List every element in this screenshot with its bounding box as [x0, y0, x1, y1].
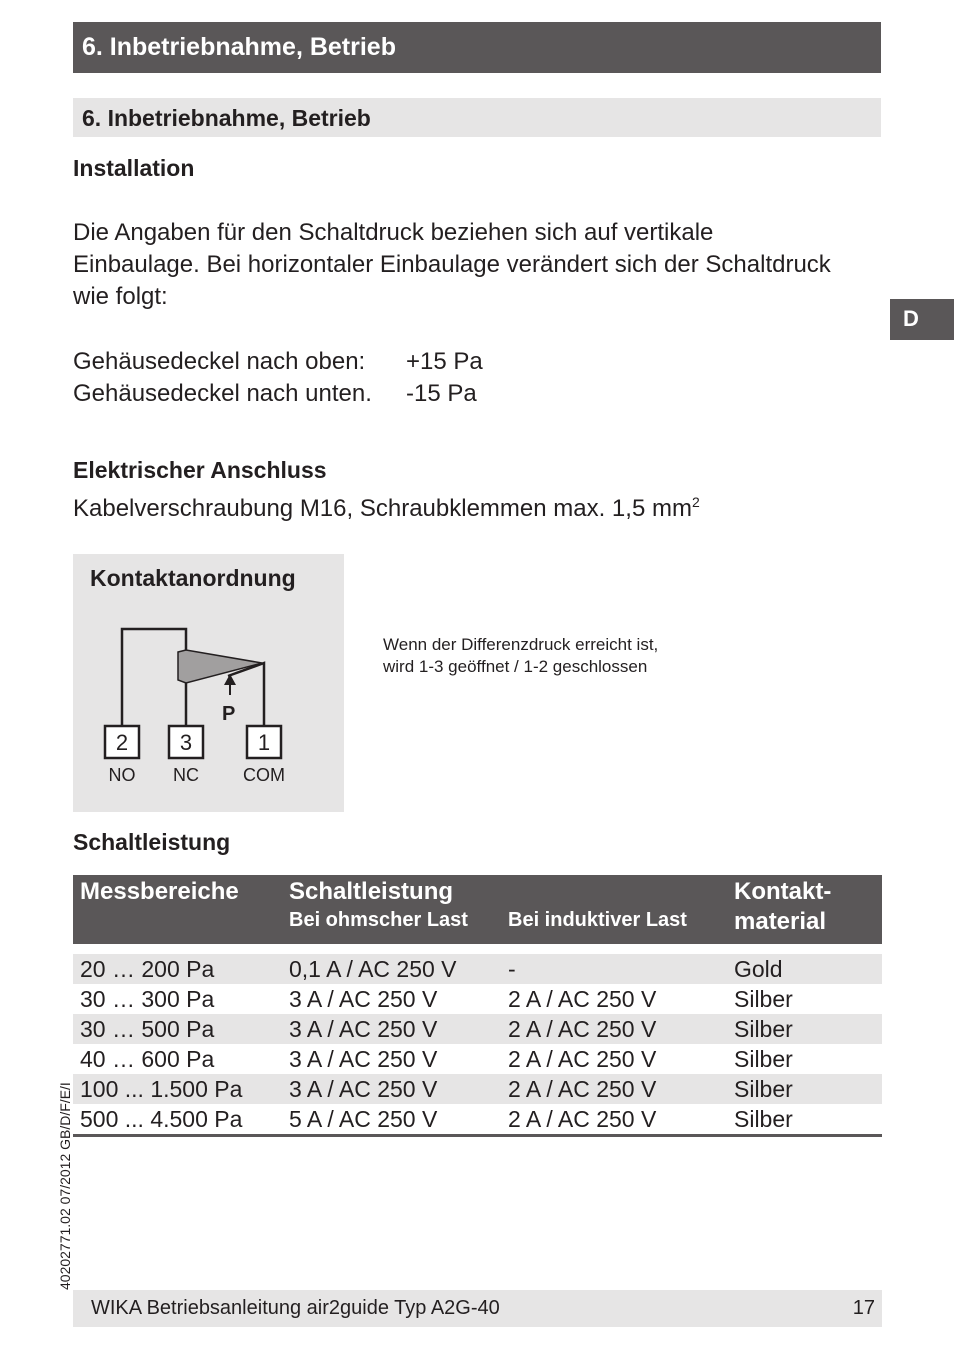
electrical-heading: Elektrischer Anschluss: [73, 457, 327, 483]
contact-note-line: wird 1-3 geöffnet / 1-2 geschlossen: [383, 657, 648, 676]
cell-ohmic: 5 A / AC 250 V: [282, 1104, 501, 1136]
cell-material: Silber: [727, 1104, 882, 1136]
cell-material: Silber: [727, 1014, 882, 1044]
terminal-label: NC: [173, 765, 199, 785]
pressure-label: P: [222, 703, 236, 725]
page-number: 17: [852, 1297, 875, 1319]
language-tab: [890, 299, 954, 340]
column-header-material: Kontakt- material: [727, 875, 882, 944]
mounting-position-label: Gehäusedeckel nach oben:: [73, 348, 366, 375]
cell-ohmic: 3 A / AC 250 V: [282, 1074, 501, 1104]
mounting-position-value: +15 Pa: [406, 348, 483, 375]
installation-line: wie folgt:: [73, 283, 168, 310]
terminal-label: NO: [108, 765, 136, 785]
cell-inductive: 2 A / AC 250 V: [508, 1046, 657, 1072]
contact-arrangement-heading: Kontaktanordnung: [90, 565, 296, 591]
installation-text: [73, 217, 831, 313]
switching-capacity-table: [73, 875, 882, 1137]
contact-note: [383, 634, 658, 678]
installation-heading: Installation: [73, 155, 195, 181]
cell-inductive: -: [501, 954, 727, 984]
electrical-description: Kabelverschraubung M16, Schraubklemmen max. 1,5 mm: [73, 495, 692, 522]
contact-lever: [178, 650, 262, 683]
cell-range: 30 … 300 Pa: [80, 986, 215, 1012]
cell-range: 40 … 600 Pa: [80, 1046, 215, 1072]
mounting-position-value: -15 Pa: [406, 380, 477, 407]
table-header-row: [73, 875, 882, 944]
column-header-inductive: Bei induktiver Last: [508, 909, 687, 931]
chapter-header: [73, 22, 881, 73]
cell-material: Silber: [734, 986, 793, 1012]
cell-inductive: 2 A / AC 250 V: [501, 1104, 727, 1136]
cell-material: Gold: [727, 954, 882, 984]
pressure-arrow-icon: [224, 674, 236, 685]
terminal-number: 3: [179, 730, 193, 755]
table-row: [73, 1044, 882, 1074]
cell-material: Silber: [734, 1046, 793, 1072]
terminal-label: COM: [243, 765, 285, 785]
mounting-position-row: [73, 378, 483, 410]
column-header-ohmic: Bei ohmscher Last: [289, 909, 468, 931]
electrical-superscript: 2: [691, 494, 700, 510]
table-row: [73, 954, 882, 984]
mounting-positions: [73, 346, 483, 410]
wire-no: [122, 629, 186, 726]
column-header-power: Schaltleistung Bei ohmscher Last Bei induktiver Last: [282, 875, 727, 944]
cell-range: 20 … 200 Pa: [73, 954, 282, 984]
mounting-position-label: Gehäusedeckel nach unten.: [73, 380, 372, 407]
cell-ohmic: 3 A / AC 250 V: [289, 986, 438, 1012]
column-header-range: Messbereiche: [73, 875, 282, 944]
table-row: [73, 1104, 882, 1136]
contact-note-line: Wenn der Differenzdruck erreicht ist,: [383, 635, 659, 654]
cell-material: Silber: [727, 1074, 882, 1104]
cell-ohmic: 3 A / AC 250 V: [289, 1046, 438, 1072]
table-row: [73, 984, 882, 1014]
cell-range: 100 ... 1.500 Pa: [73, 1074, 282, 1104]
cell-range: 30 … 500 Pa: [73, 1014, 282, 1044]
page-footer: [73, 1290, 882, 1327]
cell-ohmic: 0,1 A / AC 250 V: [282, 954, 501, 984]
document-code: 40202771.02 07/2012 GB/D/F/E/I: [57, 1082, 73, 1290]
chapter-title: 6. Inbetriebnahme, Betrieb: [82, 33, 396, 61]
switching-heading: Schaltleistung: [73, 829, 231, 855]
table-row: [73, 1014, 882, 1044]
section-title: 6. Inbetriebnahme, Betrieb: [82, 105, 371, 131]
cell-inductive: 2 A / AC 250 V: [501, 1074, 727, 1104]
terminal-number: 2: [115, 730, 129, 755]
cell-inductive: 2 A / AC 250 V: [501, 1014, 727, 1044]
installation-line: Die Angaben für den Schaltdruck beziehen sich auf vertikale: [73, 219, 714, 246]
cell-inductive: 2 A / AC 250 V: [508, 986, 657, 1012]
mounting-position-row: [73, 346, 483, 378]
cell-range: 500 ... 4.500 Pa: [73, 1104, 282, 1136]
section-header: [73, 98, 881, 137]
language-tab-label: D: [903, 306, 919, 331]
footer-title: WIKA Betriebsanleitung air2guide Typ A2G-40: [91, 1297, 500, 1319]
terminal-number: 1: [257, 730, 271, 755]
cell-ohmic: 3 A / AC 250 V: [282, 1014, 501, 1044]
table-row: [73, 1074, 882, 1104]
installation-line: Einbaulage. Bei horizontaler Einbaulage verändert sich der Schaltdruck: [73, 251, 831, 278]
electrical-text: [73, 486, 700, 525]
contact-diagram: [73, 554, 344, 812]
